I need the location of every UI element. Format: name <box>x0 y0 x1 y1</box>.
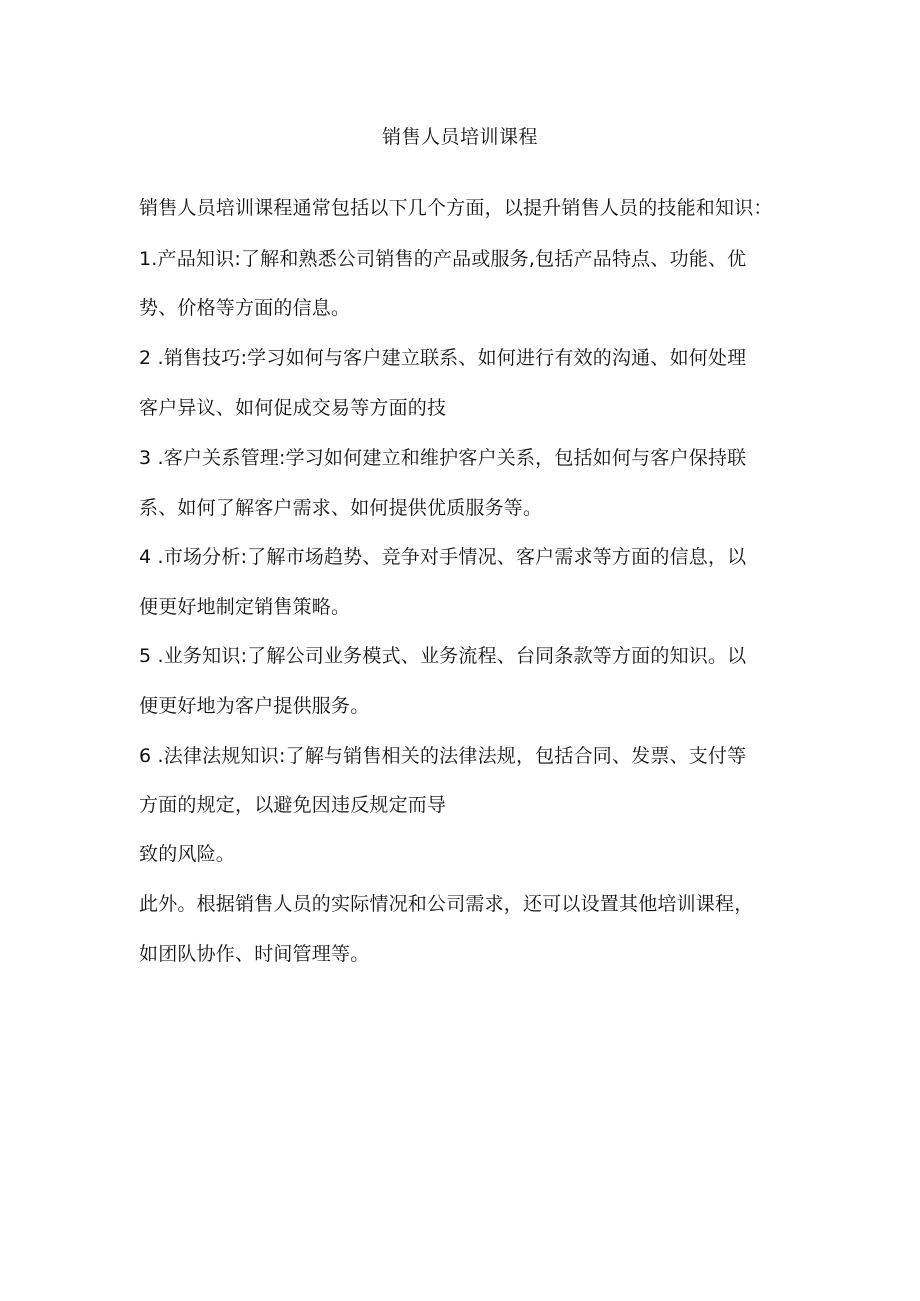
item-6-line-2: 方面的规定，以避免因违反规定而导 <box>139 794 447 816</box>
closing-line-2: 如团队协作、时间管理等。 <box>139 943 370 965</box>
item-1-line-1: 1.产品知识:了解和熟悉公司销售的产品或服务,包括产品特点、功能、优 <box>139 248 747 270</box>
item-2-line-2: 客户异议、如何促成交易等方面的技 <box>139 397 447 419</box>
item-5-line-2: 便更好地为客户提供服务。 <box>139 695 370 717</box>
document-title: 销售人员培训课程 <box>381 126 538 148</box>
item-2-line-1: 2 .销售技巧:学习如何与客户建立联系、如何进行有效的沟通、如何处理 <box>139 347 747 369</box>
item-3-line-1: 3 .客户关系管理:学习如何建立和维护客户关系，包括如何与客户保持联 <box>139 447 747 469</box>
item-6-line-3: 致的风险。 <box>139 843 236 865</box>
item-3-line-2: 系、如何了解客户需求、如何提供优质服务等。 <box>139 497 543 519</box>
item-4-line-1: 4 .市场分析:了解市场趋势、竞争对手情况、客户需求等方面的信息，以 <box>139 546 747 568</box>
item-5-line-1: 5 .业务知识:了解公司业务模式、业务流程、台同条款等方面的知识。以 <box>139 645 747 667</box>
closing-line-1: 此外。根据销售人员的实际情况和公司需求，还可以设置其他培训课程， <box>139 893 754 915</box>
intro-line: 销售人员培训课程通常包括以下几个方面，以提升销售人员的技能和知识： <box>139 197 773 219</box>
item-4-line-2: 便更好地制定销售策略。 <box>139 596 351 618</box>
item-1-line-2: 势、价格等方面的信息。 <box>139 297 351 319</box>
item-6-line-1: 6 .法律法规知识:了解与销售相关的法律法规，包括合同、发票、支付等 <box>139 745 747 767</box>
